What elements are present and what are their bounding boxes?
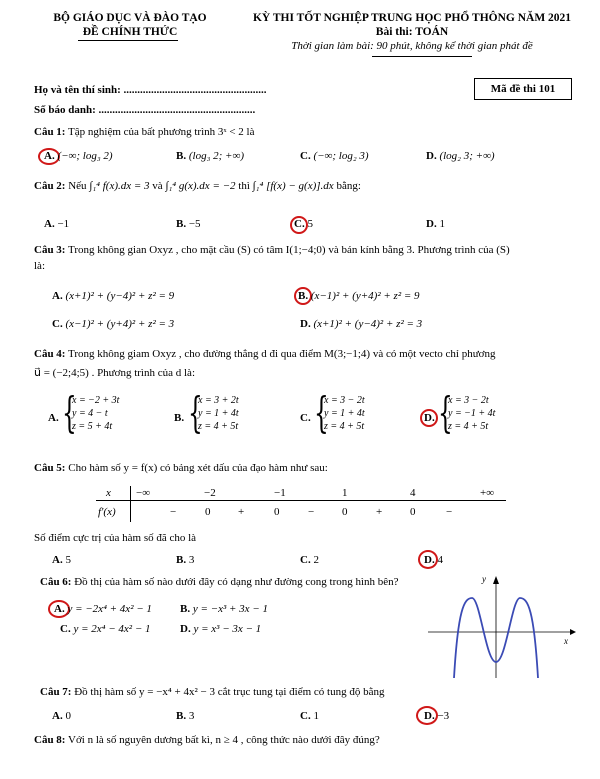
- official-label: ĐỀ CHÍNH THỨC: [82, 26, 178, 38]
- question-text: Đồ thị của hàm số nào dưới đây có dạng như đường cong trong hình bên?: [74, 576, 399, 588]
- option-a-system: x = −2 + 3t y = 4 − t z = 5 + 4t: [72, 395, 120, 432]
- option-a-label: A.: [44, 218, 55, 230]
- sign-cell: +: [238, 506, 245, 518]
- option-c-text: 1: [313, 710, 319, 722]
- question-text: Trong không gian Oxyz , cho mặt cầu (S) có tâm I(1;−4;0) và bán kính bằng 3. Phương trình của (S): [68, 244, 510, 256]
- question-text-3: thì: [238, 180, 250, 192]
- option-a-text: −1: [57, 218, 70, 230]
- graph-x-label: x: [564, 636, 568, 646]
- graph-y-label: y: [482, 574, 486, 584]
- time-note: Thời gian làm bài: 90 phút, không kể thời gian phát đề: [291, 40, 533, 52]
- exam-title: KỲ THI TỐT NGHIỆP TRUNG HỌC PHỔ THÔNG NĂM 2021: [252, 12, 572, 24]
- question-text: Tập nghiệm của bất phương trình 3ˣ < 2 là: [68, 126, 255, 138]
- option-a-label: A.: [54, 603, 65, 615]
- option-a-text: (x+1)² + (y−4)² + z² = 9: [65, 290, 175, 302]
- option-d-text: 4: [437, 554, 443, 566]
- question-8: [34, 734, 380, 746]
- question-3: [34, 244, 510, 256]
- question-followup: Số điểm cực trị của hàm số đã cho là: [34, 532, 197, 544]
- question-label: Câu 6:: [40, 576, 72, 588]
- option-b-system: x = 3 + 2t y = 1 + 4t z = 4 + 5t: [198, 395, 239, 432]
- header-divider-left: [78, 40, 178, 41]
- brace-icon: {: [188, 388, 203, 437]
- option-d-label: D.: [424, 710, 435, 722]
- option-b-text: −5: [188, 218, 201, 230]
- option-c-text: (−∞; log₂ 3): [313, 150, 369, 162]
- option-d-label: D.: [424, 412, 435, 424]
- x-value: 1: [342, 487, 348, 499]
- question-label: Câu 2:: [34, 180, 66, 192]
- option-d-text: (log₂ 3; +∞): [439, 150, 495, 162]
- option-b-label: B.: [176, 218, 187, 230]
- brace-icon: {: [438, 388, 453, 437]
- option-d-text: (x+1)² + (y−4)² + z² = 3: [313, 318, 423, 330]
- candidate-id-label: Số báo danh: .........................................................: [34, 104, 256, 116]
- option-a-label: A.: [52, 710, 63, 722]
- x-value: −1: [274, 487, 286, 499]
- question-6: [40, 576, 399, 588]
- option-d-label: D.: [424, 554, 435, 566]
- question-text-cont: u⃗ = (−2;4;5) . Phương trình của d là:: [34, 367, 195, 379]
- option-a-label: A.: [48, 412, 59, 424]
- option-a-text: 5: [65, 554, 71, 566]
- option-d-label: D.: [180, 623, 191, 635]
- sign-cell: −: [446, 506, 453, 518]
- option-a-text: 0: [65, 710, 71, 722]
- table-col-divider: [130, 486, 131, 522]
- question-text-cont: là:: [34, 260, 45, 272]
- option-b-label: B.: [180, 603, 191, 615]
- question-1: [34, 126, 254, 138]
- option-c-text: (x−1)² + (y+4)² + z² = 3: [65, 318, 175, 330]
- question-text-2: và: [152, 180, 163, 192]
- question-label: Câu 7:: [40, 686, 72, 698]
- option-a-label: A.: [44, 150, 55, 162]
- integral-g: ∫₁⁴ g(x).dx = −2: [165, 180, 236, 192]
- sign-cell: 0: [205, 506, 211, 518]
- option-c-label: C.: [300, 150, 311, 162]
- option-d-label: D.: [300, 318, 311, 330]
- option-b-text: 3: [188, 554, 195, 566]
- option-b-label: B.: [176, 150, 187, 162]
- question-label: Câu 4:: [34, 348, 66, 360]
- question-5: [34, 462, 328, 474]
- brace-icon: {: [314, 388, 329, 437]
- option-c-label: C.: [300, 554, 311, 566]
- question-text: Với n là số nguyên dương bất kì, n ≥ 4 , công thức nào dưới đây đúng?: [68, 734, 380, 746]
- candidate-name-label: Họ và tên thí sinh: ....................................................: [34, 84, 267, 96]
- question-text-4: bằng:: [336, 180, 361, 192]
- option-c-system: x = 3 − 2t y = 1 + 4t z = 4 + 5t: [324, 395, 365, 432]
- sign-cell: 0: [274, 506, 280, 518]
- option-b-label: B.: [298, 290, 309, 302]
- fprime-row-label: f'(x): [98, 506, 116, 518]
- integral-diff: ∫₁⁴ [f(x) − g(x)].dx: [252, 180, 334, 192]
- option-c-label: C.: [294, 218, 305, 230]
- question-text: Cho hàm số y = f(x) có bảng xét dấu của đạo hàm như sau:: [68, 462, 328, 474]
- option-a-label: A.: [52, 290, 63, 302]
- sign-cell: +: [376, 506, 383, 518]
- option-b-text: (log₃ 2; +∞): [188, 150, 244, 162]
- option-d-system: x = 3 − 2t y = −1 + 4t z = 4 + 5t: [448, 395, 496, 432]
- graph-x-arrow: [570, 629, 576, 635]
- option-c-text: y = 2x⁴ − 4x² − 1: [73, 623, 151, 635]
- option-a-text: (−∞; log₃ 2): [57, 150, 113, 162]
- option-b-text: y = −x³ + 3x − 1: [192, 603, 268, 615]
- option-b-text: (x−1)² + (y+4)² + z² = 9: [310, 290, 420, 302]
- header-divider-right: [372, 56, 472, 57]
- question-text-1: Nếu: [68, 180, 87, 192]
- option-d-label: D.: [426, 218, 437, 230]
- option-c-label: C.: [60, 623, 71, 635]
- sign-cell: −: [170, 506, 177, 518]
- option-c-text: 5: [307, 218, 313, 230]
- x-value: −2: [204, 487, 216, 499]
- sign-cell: 0: [410, 506, 416, 518]
- question-4: [34, 348, 495, 360]
- option-c-label: C.: [300, 710, 311, 722]
- option-d-text: 1: [439, 218, 445, 230]
- x-value: 4: [410, 487, 416, 499]
- option-c-label: C.: [52, 318, 63, 330]
- option-d-label: D.: [426, 150, 437, 162]
- brace-icon: {: [62, 388, 77, 437]
- option-b-label: B.: [176, 710, 187, 722]
- option-d-text: y = x³ − 3x − 1: [193, 623, 262, 635]
- option-b-label: B.: [174, 412, 185, 424]
- question-label: Câu 3:: [34, 244, 66, 256]
- option-d-text: −3: [437, 710, 450, 722]
- sign-cell: 0: [342, 506, 348, 518]
- graph-y-arrow: [493, 576, 499, 584]
- option-b-label: B.: [176, 554, 187, 566]
- table-row-divider: [96, 500, 506, 501]
- question-label: Câu 8:: [34, 734, 66, 746]
- question-label: Câu 1:: [34, 126, 66, 138]
- function-graph: [428, 570, 578, 680]
- question-text: Đồ thị hàm số y = −x⁴ + 4x² − 3 cắt trục tung tại điểm có tung độ bằng: [74, 686, 385, 698]
- sign-cell: −: [308, 506, 315, 518]
- x-value: −∞: [136, 487, 151, 499]
- integral-f: ∫₁⁴ f(x).dx = 3: [89, 180, 150, 192]
- question-text: Trong không giam Oxyz , cho đường thẳng d đi qua điểm M(3;−1;4) và có một vecto chỉ phương: [68, 348, 496, 360]
- x-value: +∞: [480, 487, 495, 499]
- question-7: [40, 686, 385, 698]
- question-2: [34, 180, 361, 192]
- x-row-label: x: [106, 487, 111, 499]
- ministry-name: BỘ GIÁO DỤC VÀ ĐÀO TẠO: [53, 12, 207, 24]
- option-a-text: y = −2x⁴ + 4x² − 1: [67, 603, 152, 615]
- option-c-text: 2: [313, 554, 319, 566]
- option-a-label: A.: [52, 554, 63, 566]
- question-label: Câu 5:: [34, 462, 66, 474]
- subject-title: Bài thi: TOÁN: [375, 26, 449, 38]
- option-c-label: C.: [300, 412, 311, 424]
- option-b-text: 3: [188, 710, 195, 722]
- exam-code-box: Mã đề thi 101: [474, 78, 572, 100]
